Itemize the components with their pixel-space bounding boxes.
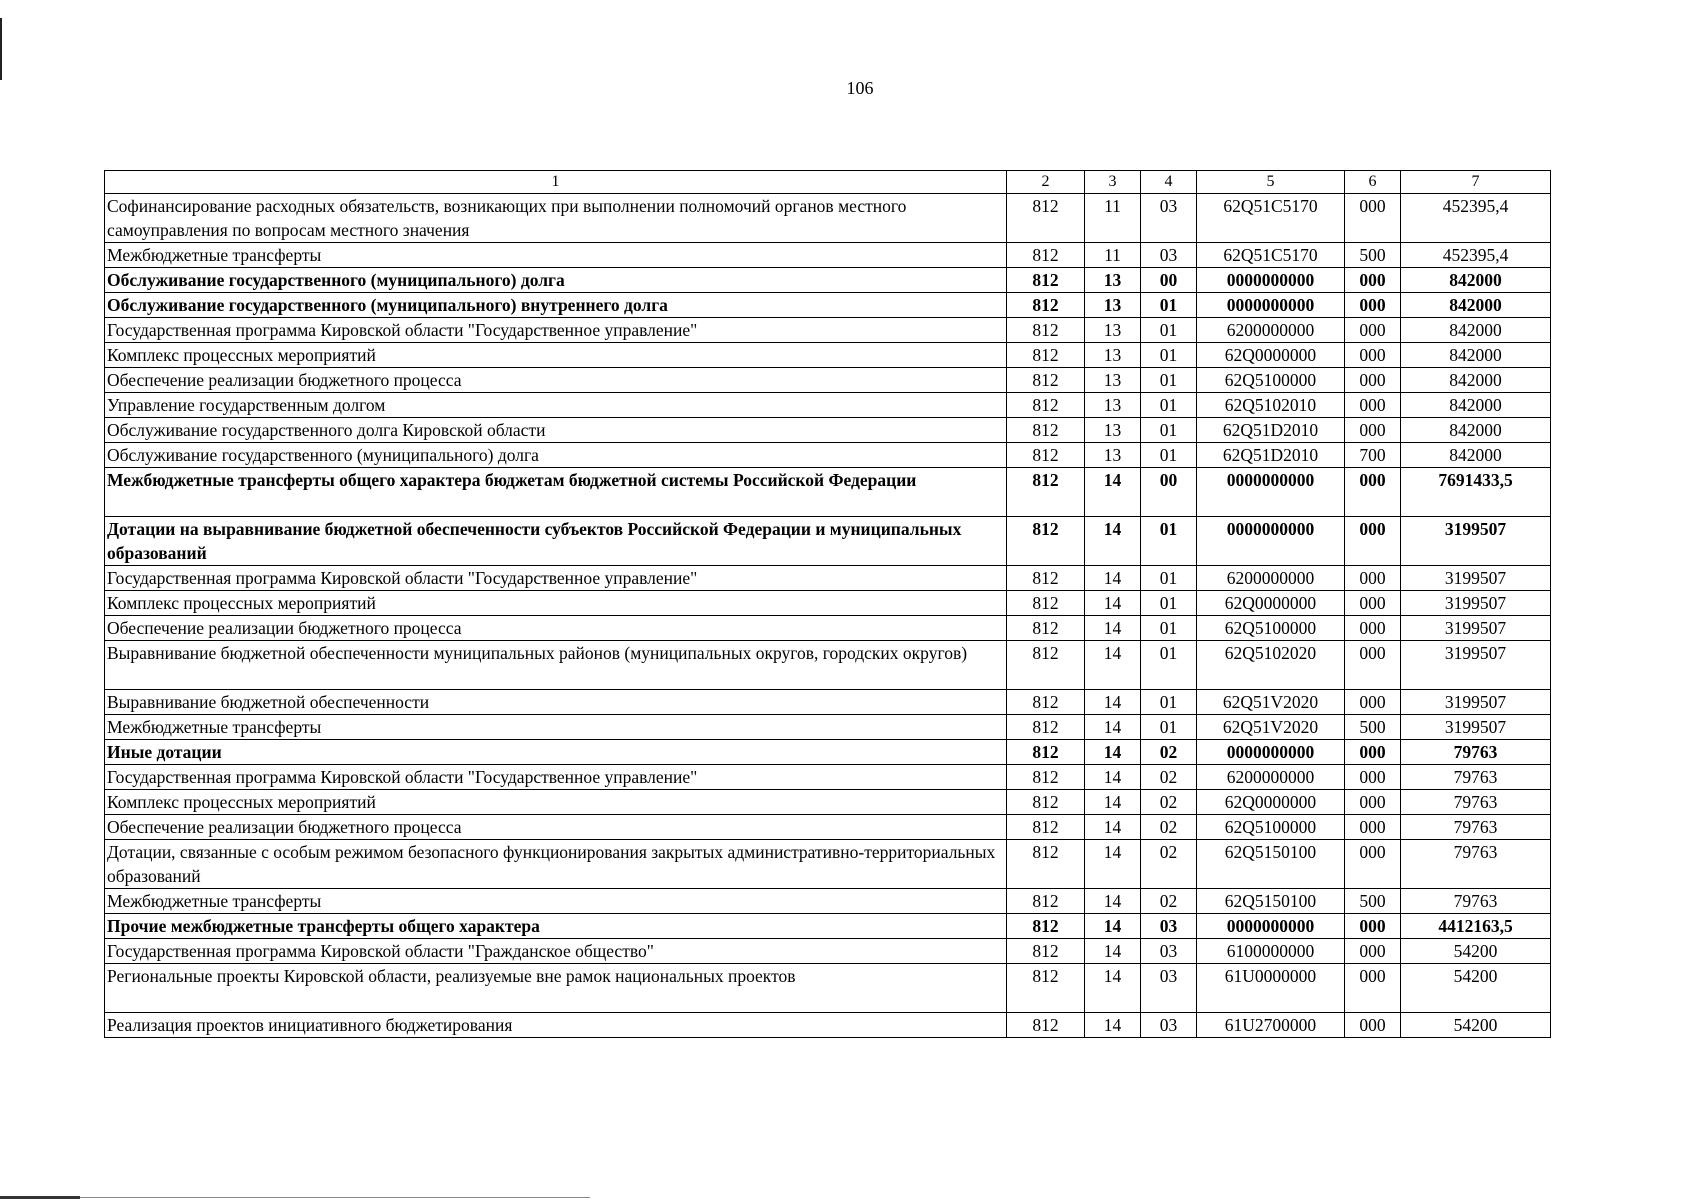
code-vr: 000 [1345, 815, 1401, 840]
code-pr: 02 [1141, 815, 1197, 840]
amount: 79763 [1401, 889, 1551, 914]
row-name: Реализация проектов инициативного бюджетирования [105, 1013, 1007, 1038]
code-vr: 000 [1345, 318, 1401, 343]
row-name: Софинансирование расходных обязательств, возникающих при выполнении полномочий органов местного самоуправления по вопросам местного значения [105, 194, 1007, 243]
table-row [105, 418, 1551, 443]
code-csr: 62Q51D2010 [1197, 443, 1345, 468]
code-csr: 0000000000 [1197, 268, 1345, 293]
row-name: Обслуживание государственного (муниципального) долга [105, 443, 1007, 468]
code-vr: 000 [1345, 517, 1401, 566]
code-rz: 14 [1085, 591, 1141, 616]
code-gr: 812 [1007, 616, 1085, 641]
row-name: Прочие межбюджетные трансферты общего характера [105, 914, 1007, 939]
code-csr: 62Q5150100 [1197, 889, 1345, 914]
code-gr: 812 [1007, 964, 1085, 1013]
row-name: Межбюджетные трансферты [105, 243, 1007, 268]
table-row [105, 815, 1551, 840]
table-row [105, 914, 1551, 939]
code-csr: 62Q51D2010 [1197, 418, 1345, 443]
amount: 3199507 [1401, 715, 1551, 740]
code-pr: 03 [1141, 964, 1197, 1013]
row-name: Комплекс процессных мероприятий [105, 790, 1007, 815]
code-pr: 00 [1141, 468, 1197, 517]
code-gr: 812 [1007, 393, 1085, 418]
amount: 4412163,5 [1401, 914, 1551, 939]
amount: 842000 [1401, 268, 1551, 293]
code-gr: 812 [1007, 765, 1085, 790]
table-row [105, 566, 1551, 591]
amount: 54200 [1401, 939, 1551, 964]
code-gr: 812 [1007, 715, 1085, 740]
code-pr: 01 [1141, 293, 1197, 318]
amount: 842000 [1401, 368, 1551, 393]
table-row [105, 690, 1551, 715]
code-rz: 14 [1085, 939, 1141, 964]
row-name: Межбюджетные трансферты общего характера бюджетам бюджетной системы Российской Федерации [105, 468, 1007, 517]
code-rz: 13 [1085, 268, 1141, 293]
code-rz: 13 [1085, 343, 1141, 368]
table-body [105, 171, 1551, 1038]
code-csr: 62Q0000000 [1197, 343, 1345, 368]
code-vr: 000 [1345, 194, 1401, 243]
table-row [105, 790, 1551, 815]
row-name: Государственная программа Кировской области "Государственное управление" [105, 765, 1007, 790]
code-csr: 62Q51V2020 [1197, 690, 1345, 715]
code-pr: 01 [1141, 368, 1197, 393]
amount: 3199507 [1401, 591, 1551, 616]
code-csr: 62Q51C5170 [1197, 194, 1345, 243]
row-name: Обеспечение реализации бюджетного процесса [105, 368, 1007, 393]
row-name: Управление государственным долгом [105, 393, 1007, 418]
row-name: Дотации на выравнивание бюджетной обеспеченности субъектов Российской Федерации и муниципальных образований [105, 517, 1007, 566]
code-vr: 000 [1345, 914, 1401, 939]
column-header: 6 [1345, 171, 1401, 194]
code-csr: 62Q51C5170 [1197, 243, 1345, 268]
row-name: Государственная программа Кировской области "Государственное управление" [105, 318, 1007, 343]
amount: 3199507 [1401, 690, 1551, 715]
code-rz: 13 [1085, 293, 1141, 318]
code-rz: 11 [1085, 194, 1141, 243]
code-vr: 000 [1345, 690, 1401, 715]
code-csr: 6200000000 [1197, 318, 1345, 343]
row-name: Обслуживание государственного долга Кировской области [105, 418, 1007, 443]
code-csr: 6200000000 [1197, 566, 1345, 591]
code-csr: 0000000000 [1197, 293, 1345, 318]
amount: 7691433,5 [1401, 468, 1551, 517]
code-pr: 01 [1141, 443, 1197, 468]
code-vr: 000 [1345, 368, 1401, 393]
amount: 54200 [1401, 1013, 1551, 1038]
row-name: Дотации, связанные с особым режимом безопасного функционирования закрытых административно-территориальных образований [105, 840, 1007, 889]
code-rz: 14 [1085, 889, 1141, 914]
code-csr: 62Q5102010 [1197, 393, 1345, 418]
code-pr: 03 [1141, 914, 1197, 939]
code-pr: 01 [1141, 591, 1197, 616]
code-vr: 000 [1345, 293, 1401, 318]
row-name: Межбюджетные трансферты [105, 715, 1007, 740]
code-rz: 14 [1085, 740, 1141, 765]
amount: 79763 [1401, 790, 1551, 815]
table-row [105, 889, 1551, 914]
code-gr: 812 [1007, 790, 1085, 815]
code-rz: 14 [1085, 815, 1141, 840]
code-csr: 62Q0000000 [1197, 591, 1345, 616]
code-rz: 14 [1085, 840, 1141, 889]
row-name: Иные дотации [105, 740, 1007, 765]
code-rz: 14 [1085, 790, 1141, 815]
code-gr: 812 [1007, 889, 1085, 914]
code-rz: 13 [1085, 443, 1141, 468]
table-row [105, 443, 1551, 468]
code-vr: 000 [1345, 765, 1401, 790]
table-row [105, 268, 1551, 293]
scan-edge-mark [80, 1197, 590, 1198]
code-gr: 812 [1007, 443, 1085, 468]
code-rz: 14 [1085, 715, 1141, 740]
code-pr: 01 [1141, 318, 1197, 343]
code-pr: 03 [1141, 243, 1197, 268]
code-gr: 812 [1007, 343, 1085, 368]
table-row [105, 368, 1551, 393]
amount: 842000 [1401, 418, 1551, 443]
code-rz: 14 [1085, 914, 1141, 939]
code-vr: 500 [1345, 715, 1401, 740]
table-row [105, 517, 1551, 566]
code-pr: 01 [1141, 715, 1197, 740]
code-csr: 0000000000 [1197, 468, 1345, 517]
code-vr: 700 [1345, 443, 1401, 468]
amount: 79763 [1401, 815, 1551, 840]
row-name: Межбюджетные трансферты [105, 889, 1007, 914]
code-rz: 14 [1085, 566, 1141, 591]
table-row [105, 715, 1551, 740]
amount: 842000 [1401, 318, 1551, 343]
table-row [105, 318, 1551, 343]
amount: 842000 [1401, 293, 1551, 318]
table-row [105, 616, 1551, 641]
code-pr: 03 [1141, 1013, 1197, 1038]
code-vr: 000 [1345, 591, 1401, 616]
code-vr: 000 [1345, 616, 1401, 641]
code-csr: 62Q0000000 [1197, 790, 1345, 815]
amount: 3199507 [1401, 616, 1551, 641]
row-name: Обслуживание государственного (муниципального) долга [105, 268, 1007, 293]
code-rz: 13 [1085, 393, 1141, 418]
code-vr: 000 [1345, 740, 1401, 765]
amount: 3199507 [1401, 517, 1551, 566]
code-csr: 6100000000 [1197, 939, 1345, 964]
code-csr: 62Q5102020 [1197, 641, 1345, 690]
table-row [105, 840, 1551, 889]
code-csr: 61U2700000 [1197, 1013, 1345, 1038]
code-vr: 000 [1345, 418, 1401, 443]
code-gr: 812 [1007, 517, 1085, 566]
column-header: 2 [1007, 171, 1085, 194]
code-gr: 812 [1007, 318, 1085, 343]
code-gr: 812 [1007, 914, 1085, 939]
code-rz: 14 [1085, 468, 1141, 517]
column-header: 4 [1141, 171, 1197, 194]
table-header-row [105, 171, 1551, 194]
column-header: 5 [1197, 171, 1345, 194]
amount: 452395,4 [1401, 194, 1551, 243]
table-row [105, 468, 1551, 517]
row-name: Государственная программа Кировской области "Гражданское общество" [105, 939, 1007, 964]
amount: 54200 [1401, 964, 1551, 1013]
code-vr: 500 [1345, 889, 1401, 914]
code-csr: 62Q5100000 [1197, 368, 1345, 393]
code-gr: 812 [1007, 840, 1085, 889]
code-rz: 14 [1085, 964, 1141, 1013]
code-vr: 000 [1345, 343, 1401, 368]
code-vr: 000 [1345, 566, 1401, 591]
code-pr: 03 [1141, 939, 1197, 964]
row-name: Обслуживание государственного (муниципального) внутреннего долга [105, 293, 1007, 318]
code-gr: 812 [1007, 566, 1085, 591]
code-pr: 01 [1141, 343, 1197, 368]
scan-edge-mark [0, 1196, 80, 1199]
amount: 842000 [1401, 393, 1551, 418]
code-vr: 000 [1345, 1013, 1401, 1038]
code-rz: 14 [1085, 1013, 1141, 1038]
code-rz: 11 [1085, 243, 1141, 268]
amount: 79763 [1401, 740, 1551, 765]
code-vr: 500 [1345, 243, 1401, 268]
table-row [105, 939, 1551, 964]
page-number: 106 [846, 78, 874, 98]
row-name: Комплекс процессных мероприятий [105, 343, 1007, 368]
code-rz: 14 [1085, 690, 1141, 715]
amount: 842000 [1401, 443, 1551, 468]
code-vr: 000 [1345, 468, 1401, 517]
code-gr: 812 [1007, 293, 1085, 318]
column-header: 3 [1085, 171, 1141, 194]
amount: 3199507 [1401, 641, 1551, 690]
amount: 3199507 [1401, 566, 1551, 591]
code-gr: 812 [1007, 690, 1085, 715]
code-pr: 02 [1141, 889, 1197, 914]
code-vr: 000 [1345, 840, 1401, 889]
code-gr: 812 [1007, 740, 1085, 765]
code-gr: 812 [1007, 268, 1085, 293]
table-row [105, 641, 1551, 690]
code-vr: 000 [1345, 964, 1401, 1013]
code-pr: 01 [1141, 393, 1197, 418]
code-vr: 000 [1345, 939, 1401, 964]
code-gr: 812 [1007, 939, 1085, 964]
amount: 452395,4 [1401, 243, 1551, 268]
table-row [105, 740, 1551, 765]
code-pr: 02 [1141, 790, 1197, 815]
code-csr: 0000000000 [1197, 517, 1345, 566]
code-pr: 02 [1141, 765, 1197, 790]
code-csr: 62Q5100000 [1197, 616, 1345, 641]
table-row [105, 194, 1551, 243]
code-vr: 000 [1345, 641, 1401, 690]
code-csr: 0000000000 [1197, 740, 1345, 765]
code-pr: 01 [1141, 418, 1197, 443]
row-name: Региональные проекты Кировской области, реализуемые вне рамок национальных проектов [105, 964, 1007, 1013]
code-pr: 01 [1141, 690, 1197, 715]
code-csr: 6200000000 [1197, 765, 1345, 790]
budget-table [104, 170, 1551, 1038]
code-pr: 01 [1141, 566, 1197, 591]
table-row [105, 393, 1551, 418]
code-vr: 000 [1345, 393, 1401, 418]
row-name: Выравнивание бюджетной обеспеченности [105, 690, 1007, 715]
code-gr: 812 [1007, 468, 1085, 517]
scan-edge-mark [0, 18, 2, 80]
code-pr: 01 [1141, 517, 1197, 566]
code-csr: 62Q51V2020 [1197, 715, 1345, 740]
code-pr: 01 [1141, 616, 1197, 641]
code-csr: 62Q5150100 [1197, 840, 1345, 889]
table-row [105, 765, 1551, 790]
amount: 842000 [1401, 343, 1551, 368]
code-gr: 812 [1007, 641, 1085, 690]
code-rz: 14 [1085, 765, 1141, 790]
column-header: 7 [1401, 171, 1551, 194]
amount: 79763 [1401, 840, 1551, 889]
code-gr: 812 [1007, 194, 1085, 243]
table-row [105, 243, 1551, 268]
amount: 79763 [1401, 765, 1551, 790]
code-gr: 812 [1007, 418, 1085, 443]
code-gr: 812 [1007, 368, 1085, 393]
row-name: Государственная программа Кировской области "Государственное управление" [105, 566, 1007, 591]
table-row [105, 343, 1551, 368]
row-name: Комплекс процессных мероприятий [105, 591, 1007, 616]
code-vr: 000 [1345, 268, 1401, 293]
code-pr: 01 [1141, 641, 1197, 690]
code-rz: 13 [1085, 318, 1141, 343]
code-rz: 13 [1085, 418, 1141, 443]
column-header: 1 [105, 171, 1007, 194]
code-pr: 02 [1141, 840, 1197, 889]
table-row [105, 591, 1551, 616]
row-name: Обеспечение реализации бюджетного процесса [105, 616, 1007, 641]
code-rz: 14 [1085, 616, 1141, 641]
row-name: Выравнивание бюджетной обеспеченности муниципальных районов (муниципальных округов, городских округов) [105, 641, 1007, 690]
table-row [105, 964, 1551, 1013]
code-gr: 812 [1007, 591, 1085, 616]
code-gr: 812 [1007, 243, 1085, 268]
code-gr: 812 [1007, 815, 1085, 840]
row-name: Обеспечение реализации бюджетного процесса [105, 815, 1007, 840]
code-rz: 14 [1085, 641, 1141, 690]
table-row [105, 1013, 1551, 1038]
code-rz: 14 [1085, 517, 1141, 566]
code-csr: 0000000000 [1197, 914, 1345, 939]
code-pr: 03 [1141, 194, 1197, 243]
table-row [105, 293, 1551, 318]
code-pr: 02 [1141, 740, 1197, 765]
code-csr: 62Q5100000 [1197, 815, 1345, 840]
code-vr: 000 [1345, 790, 1401, 815]
code-gr: 812 [1007, 1013, 1085, 1038]
code-rz: 13 [1085, 368, 1141, 393]
code-csr: 61U0000000 [1197, 964, 1345, 1013]
code-pr: 00 [1141, 268, 1197, 293]
